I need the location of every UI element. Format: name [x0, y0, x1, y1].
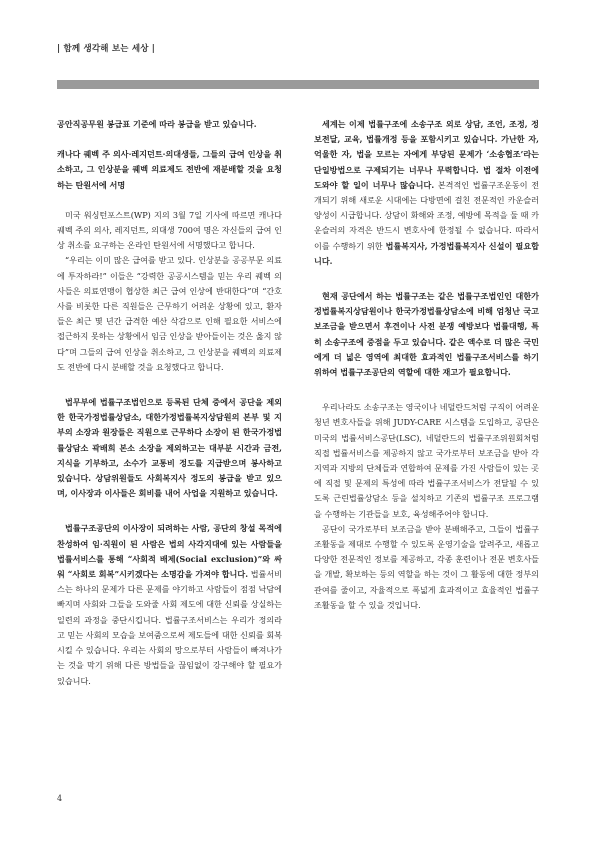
bold-text: 현재 공단에서 하는 법률구조는 같은 법률구조법인인 대한가정법률복지상담원이나 한국가정법률상담소에 비해 엄청난 국고보조금을 받으면서 후견이나 사전 분쟁 예방보다 법률대행, 특히 소송구조에 중점을 두고 있습니다. 같은 액수로 더 많은 국민에게 더 넓은 영역에 최대한 효과적인 법률구조서비스를 하기 위하여 법률구조공단의 역할에 대한 재고가 필요합니다.: [314, 291, 539, 378]
bold-text: 법률복지사, 가정법률복지사 신설이 필요합니다.: [314, 240, 539, 266]
body-text: 공단이 국가로부터 보조금을 받아 분배해주고, 그들이 법률구조활동을 제대로 수행할 수 있도록 운영기술을 알려주고, 새롭고 다양한 전문적인 정보를 제공하고, 각종 훈련이나 전문 변호사들을 개발, 확보하는 등의 역할을 하는 것이 그 활동에 대한 정부의 관여를 줄이고, 자율적으로 폭넓게 효과적이고 효율적인 법률구조활동을 할 수 있을 것입니다.: [314, 523, 539, 610]
left-column: [57, 117, 282, 689]
body-text: 법률서비스는 하나의 문제가 다른 문제를 야기하고 사람들이 점점 낙담에 빠지며 사회와 그들을 도와줄 사회 제도에 대한 신뢰를 상실하는 일련의 과정을 중단시킵니다. 법률구조서비스는 우리가 정의라고 믿는 사회의 모습을 보여줌으로써 제도들에 대한 신뢰를 회복시킬 수 있습니다. 우리는 사회의 망으로부터 사람들이 빠져나가는 것을 막기 위해 다른 방법들을 끊임없이 강구해야 할 필요가 있습니다.: [57, 569, 282, 686]
paragraph: [314, 289, 539, 380]
bold-text: 캐나다 퀘벡 주 의사·레지던트·의대생들, 그들의 급여 인상을 취소하고, 그 인상분을 퀘벡 의료제도 전반에 재분배할 것을 요청하는 탄원서에 서명: [57, 149, 282, 190]
right-column: [314, 117, 539, 613]
bold-text: 세계는 이제 법률구조에 소송구조 외로 상담, 조언, 조정, 정보전달, 교육, 법률개정 등을 포함시키고 있습니다. 가난한 자, 억울한 자, 법을 모르는 자에게 부당된 문제가 ‘소송협조’라는 단일방법으로 구제되기는 너무나 무력합니다. 법 절차 이전에 도와야 할 일이 너무나 많습니다.: [314, 119, 539, 190]
paragraph: [57, 253, 282, 375]
paragraph-gap: [314, 269, 539, 289]
page-number: 4: [57, 794, 63, 803]
paragraph: [57, 117, 282, 132]
body-text: 우리나라도 소송구조는 영국이나 네덜란드처럼 구직이 어려운 청년 변호사들을 위해 JUDY-CARE 시스템을 도입하고, 공단은 미국의 법률서비스공단(LSC), 네덜란드의 법률구조위원회처럼 직접 법률서비스를 제공하지 않고 국가로부터 보조금을 받아 각 지역과 지방의 단체들과 연합하여 문제를 가진 사람들이 있는 곳에 직접 및 문제의 특성에 따라 법률구조서비스가 전달될 수 있도록 근린법률상담소 등을 설치하고 기존의 법률구조 프로그램을 수행하는 기관들을 보호, 육성해주어야 합니다.: [314, 402, 539, 519]
paragraph: [314, 522, 539, 613]
bold-text: 공안직공무원 봉급표 기준에 따라 봉급을 받고 있습니다.: [57, 119, 257, 129]
body-text: “우리는 이미 많은 급여를 받고 있다. 인상분을 공공부문 의료에 투자하라!” 이들은 “강력한 공공시스템을 믿는 우리 퀘벡 의사들은 의료연맹이 협상한 최근 급여 인상에 반대한다”며 “간호사를 비롯한 다른 직원들은 근무하기 어려운 상황에 있고, 환자들은 최근 몇 년간 급격한 예산 삭감으로 인해 필요한 서비스에 접근하지 못하는 상황에서 임금 인상을 받아들이는 것은 옳지 않다”며 그들의 급여 인상을 취소하고, 그 인상분을 퀘벡의 의료제도 전반에 다시 분배할 것을 요청했다고 합니다.: [57, 255, 282, 372]
bold-text: 법률구조공단의 이사장이 되려하는 사람, 공단의 창설 목적에 찬성하여 임·직원이 된 사람은 법의 사각지대에 있는 사람들을 법률서비스를 통해 “사회적 배제(Social exclusion)”와 싸워 “사회로 회복”시키겠다는 소명감을 가져야 합니다.: [57, 523, 282, 580]
paragraph-gap: [314, 380, 539, 400]
paragraph: [314, 400, 539, 522]
paragraph-gap: [57, 375, 282, 395]
bold-text: 법무부에 법률구조법인으로 등록된 단체 중에서 공단을 제외한 한국가정법률상담소, 대한가정법률복지상담원의 본부 및 지부의 소장과 원장들은 직원으로 근무하다 소장이 된 한국가정법률상담소 곽배희 본소 소장을 제외하고는 대부분 시간과 금전, 지식을 기부하고, 소수가 교통비 정도를 지급받으며 봉사하고 있습니다. 상담위원들도 사회복지사 정도의 봉급을 받고 있으며, 이사장과 이사들은 회비를 내어 사업을 지원하고 있습니다.: [57, 397, 282, 499]
paragraph: [57, 208, 282, 254]
paragraph: [314, 117, 539, 269]
paragraph-gap: [57, 193, 282, 208]
paragraph: [57, 395, 282, 501]
body-text: 미국 워싱턴포스트(WP) 지의 3월 7일 기사에 따르면 캐나다 퀘벡 주의 의사, 레지던트, 의대생 700여 명은 자신들의 급여 인상 취소를 요구하는 온라인 탄원서에 서명했다고 합니다.: [57, 209, 282, 251]
paragraph-gap: [57, 132, 282, 147]
paragraph-gap: [57, 501, 282, 521]
paragraph: [57, 521, 282, 688]
header-rule: [57, 80, 539, 89]
paragraph: [57, 147, 282, 193]
running-header: | 함께 생각해 보는 세상 |: [57, 44, 156, 54]
body-text: 본격적인 법률구조운동이 전개되기 위해 새로운 시대에는 다방면에 걸친 전문적인 카운슬러 양성이 시급합니다. 상담이 화해와 조정, 예방에 목적을 둘 때 카운슬러의 자격은 반드시 변호사에 한정될 수 없습니다. 따라서 이를 수행하기 위한: [314, 179, 540, 251]
